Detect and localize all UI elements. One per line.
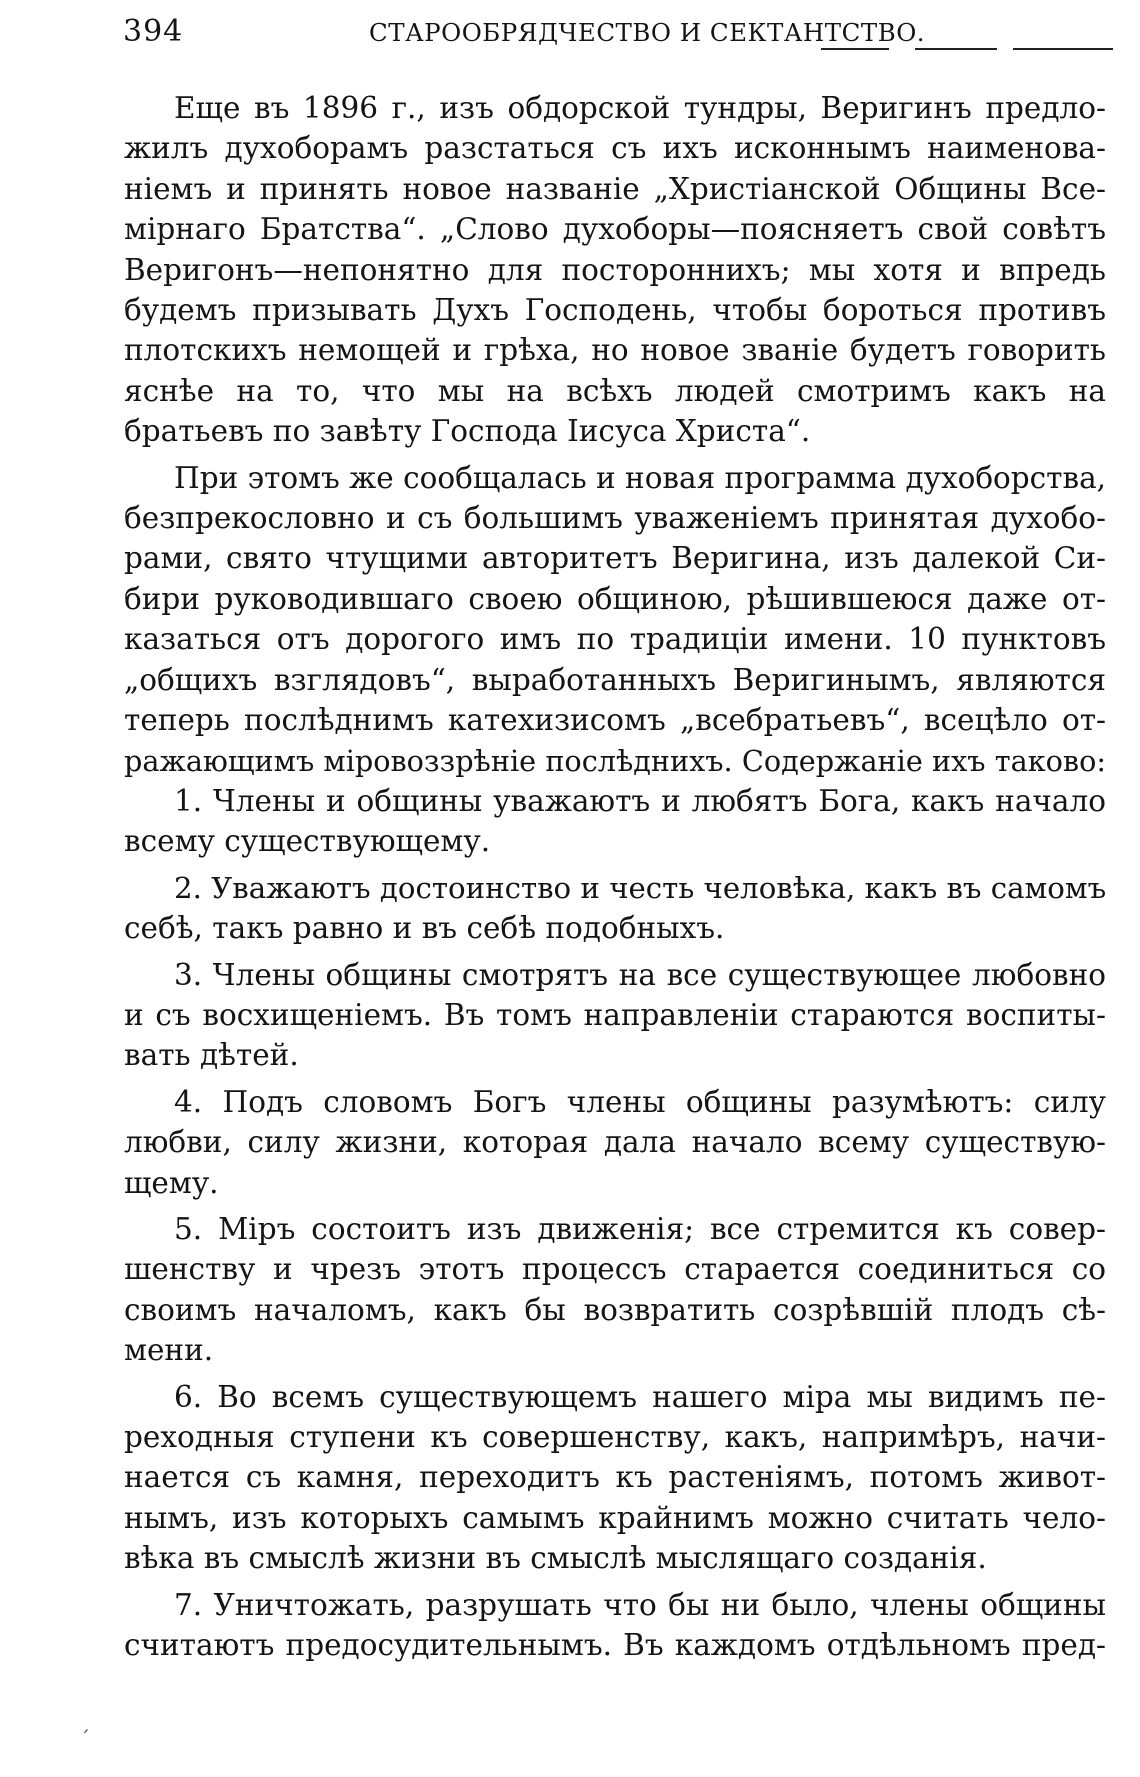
text-line: щему. — [124, 1165, 219, 1200]
text-line: жилъ духоборамъ разстаться съ ихъ исконнымъ наименова- — [124, 131, 1106, 166]
running-header — [123, 8, 1113, 56]
ink-speck: ˊ — [80, 1726, 90, 1750]
text-line: 4. Подъ словомъ Богъ члены общины разумѣютъ: силу — [174, 1084, 1106, 1119]
body-text — [124, 88, 1106, 1665]
text-line: нается съ камня, переходитъ къ растеніямъ, потомъ живот- — [124, 1460, 1106, 1495]
text-line: вать дѣтей. — [124, 1038, 299, 1073]
text-line: будемъ призывать Духъ Господень, чтобы бороться противъ — [124, 293, 1106, 328]
list-item — [124, 955, 1106, 1076]
text-line: 6. Во всемъ существующемъ нашего міра мы видимъ пе- — [174, 1379, 1106, 1414]
text-line: 5. Міръ состоитъ изъ движенія; все стремится къ совер- — [174, 1211, 1106, 1246]
text-line: При этомъ же сообщалась и новая программа духоборства, — [174, 460, 1106, 495]
text-line: Веригонъ—непонятно для постороннихъ; мы хотя и впредь — [124, 252, 1106, 287]
text-line: любви, силу жизни, которая дала начало всему существую- — [124, 1125, 1106, 1160]
text-line: себѣ, такъ равно и въ себѣ подобныхъ. — [124, 911, 725, 946]
list-item — [124, 1209, 1106, 1371]
header-rule — [821, 48, 889, 50]
text-line: шенству и чрезъ этотъ процессъ старается соединиться со — [124, 1252, 1106, 1287]
list-item — [124, 868, 1106, 949]
text-line: ніемъ и принять новое названіе „Христіанской Общины Все- — [124, 171, 1106, 206]
text-line: 1. Члены и общины уважаютъ и любятъ Бога, какъ начало — [174, 783, 1106, 818]
text-line: мірнаго Братства“. „Слово духоборы—поясняетъ свой совѣтъ — [124, 212, 1106, 247]
text-line: мени. — [124, 1333, 214, 1368]
text-line: 7. Уничтожать, разрушать что бы ни было, члены общины — [174, 1587, 1106, 1622]
paragraph — [124, 88, 1106, 452]
list-item — [124, 1377, 1106, 1579]
header-rule — [915, 48, 997, 50]
text-line: плотскихъ немощей и грѣха, но новое званіе будетъ говорить — [124, 333, 1106, 368]
text-line: реходныя ступени къ совершенству, какъ, напримѣръ, начи- — [124, 1420, 1106, 1454]
text-line: безпрекословно и съ большимъ уваженіемъ принятая духобо- — [124, 501, 1106, 536]
running-title: СТАРООБРЯДЧЕСТВО И СЕКТАНТСТВО. — [369, 18, 926, 47]
text-line: 3. Члены общины смотрятъ на все существующее любовно — [174, 957, 1106, 992]
page-number: 394 — [123, 14, 184, 49]
text-line: яснѣе на то, что мы на всѣхъ людей смотримъ какъ на — [124, 373, 1106, 408]
paragraph — [124, 458, 1106, 781]
list-item — [124, 1585, 1106, 1666]
text-line: казаться отъ дорогого имъ по традиціи имени. 10 пунктовъ — [124, 622, 1106, 657]
text-line: „общихъ взглядовъ“, выработанныхъ Веригинымъ, являются — [124, 662, 1106, 697]
text-line: ражающимъ міровоззрѣніе послѣднихъ. Содержаніе ихъ таково: — [124, 743, 1106, 778]
text-line: своимъ началомъ, какъ бы возвратить созрѣвшій плодъ сѣ- — [124, 1292, 1106, 1327]
text-line: и съ восхищеніемъ. Въ томъ направленіи стараются воспиты- — [124, 997, 1106, 1032]
text-line: всему существующему. — [124, 824, 491, 859]
text-line: бири руководившаго своею общиною, рѣшившеюся даже от- — [124, 581, 1106, 616]
text-line: 2. Уважаютъ достоинство и честь человѣка, какъ въ самомъ — [174, 870, 1107, 905]
text-line: теперь послѣднимъ катехизисомъ „всебратьевъ“, всецѣло от- — [124, 703, 1106, 738]
text-line: нымъ, изъ которыхъ самымъ крайнимъ можно считать чело- — [124, 1500, 1106, 1535]
text-line: Еще въ 1896 г., изъ обдорской тундры, Веригинъ предло- — [174, 91, 1106, 125]
text-line: рами, свято чтущими авторитетъ Веригина, изъ далекой Си- — [124, 541, 1106, 576]
list-item — [124, 781, 1106, 862]
list-item — [124, 1082, 1106, 1203]
header-rule — [1013, 48, 1113, 50]
text-line: считаютъ предосудительнымъ. Въ каждомъ отдѣльномъ пред- — [124, 1628, 1106, 1663]
text-line: вѣка въ смыслѣ жизни въ смыслѣ мыслящаго созданія. — [124, 1541, 987, 1576]
text-line: братьевъ по завѣту Господа Іисуса Христа“. — [124, 414, 811, 449]
